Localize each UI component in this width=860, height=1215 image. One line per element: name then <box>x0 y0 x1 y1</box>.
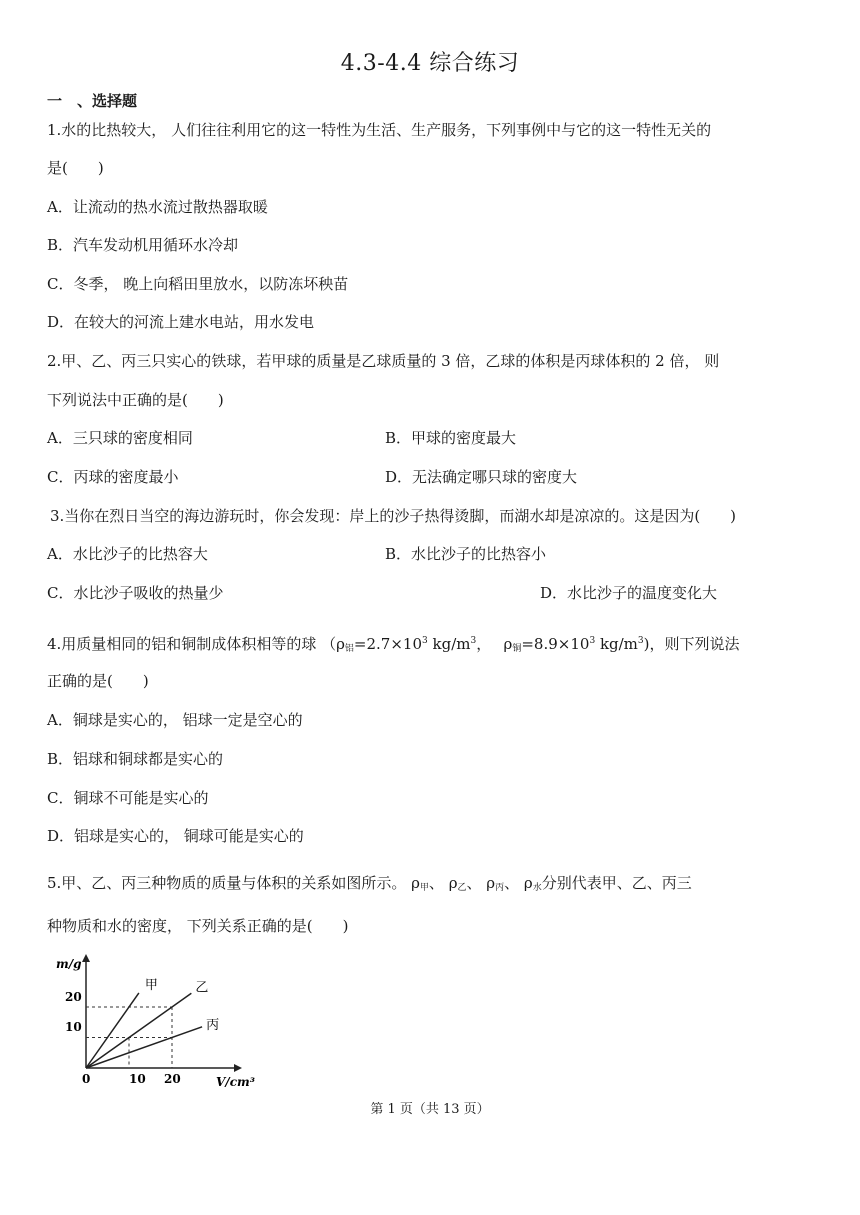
series-label-3: 丙 <box>206 1017 220 1033</box>
y-axis-label: m/g <box>56 957 82 971</box>
section-heading: 一 、选择题 <box>47 92 138 110</box>
mass-volume-graph <box>50 950 270 1090</box>
y-tick-10: 10 <box>65 1020 82 1034</box>
q4-option-d: D．铝球是实心的， 铜球可能是实心的 <box>47 827 304 845</box>
q1-option-c: C．冬季， 晚上向稻田里放水，以防冻坏秧苗 <box>47 275 349 293</box>
q1-option-b: B．汽车发动机用循环水冷却 <box>47 236 239 254</box>
q4-option-c: C．铜球不可能是实心的 <box>47 789 209 807</box>
q3-option-b: B．水比沙子的比热容小 <box>385 545 547 563</box>
q4-option-b: B．铝球和铜球都是实心的 <box>47 750 224 768</box>
series-line-2 <box>86 993 191 1068</box>
q1-option-a: A．让流动的热水流过散热器取暖 <box>47 198 268 216</box>
y-tick-20: 20 <box>65 990 82 1004</box>
series-line-1 <box>86 993 139 1068</box>
x-axis-arrow <box>234 1064 242 1072</box>
series-line-3 <box>86 1027 202 1068</box>
y-axis-arrow <box>82 954 90 962</box>
x-tick-10: 10 <box>129 1072 146 1086</box>
q2-stem-line1: 2.甲、乙、丙三只实心的铁球，若甲球的质量是乙球质量的 3 倍，乙球的体积是丙球体积的 2 倍， 则 <box>47 352 720 370</box>
q4-option-a: A．铜球是实心的， 铝球一定是空心的 <box>47 711 303 729</box>
origin-label: 0 <box>82 1072 91 1086</box>
data-lines <box>86 978 219 1068</box>
q2-option-d: D．无法确定哪只球的密度大 <box>385 468 578 486</box>
q2-option-a: A．三只球的密度相同 <box>47 429 193 447</box>
q4-stem-line1: 4.用质量相同的铝和铜制成体积相等的球 （ρ铝$=2.7\times 10^3$ $kg/m^3$， ρ铜$=8.9\times 10^3$ $kg/m^3$)，则下列说法 <box>47 635 740 654</box>
series-label-1: 甲 <box>144 977 158 993</box>
q3-option-a: A．水比沙子的比热容大 <box>47 545 208 563</box>
q3-stem: 3.当你在烈日当空的海边游玩时，你会发现：岸上的沙子热得烫脚，而湖水却是凉凉的。这是因为( ) <box>50 507 737 525</box>
x-tick-20: 20 <box>164 1072 181 1086</box>
q1-stem-line1: 1.水的比热较大， 人们往往利用它的这一特性为生活、生产服务，下列事例中与它的这一特性无关的 <box>47 121 712 139</box>
x-axis-label: V/cm³ <box>216 1075 255 1089</box>
q1-option-d: D．在较大的河流上建水电站，用水发电 <box>47 313 315 331</box>
q1-stem-line2: 是( ) <box>47 159 104 177</box>
q3-option-c: C．水比沙子吸收的热量少 <box>47 584 224 602</box>
q3-option-d: D．水比沙子的温度变化大 <box>540 584 718 602</box>
q5-stem-line1: 5.甲、乙、丙三种物质的质量与体积的关系如图所示。 ρ甲、 ρ乙、 ρ丙、 ρ水分别代表甲、乙、丙三 <box>47 874 692 893</box>
page-title: 4.3-4.4 综合练习 <box>340 51 520 76</box>
series-label-2: 乙 <box>195 980 209 996</box>
q5-stem-line2: 种物质和水的密度， 下列关系正确的是( ) <box>47 917 349 935</box>
q2-stem-line2: 下列说法中正确的是( ) <box>47 391 224 409</box>
q4-stem-line2: 正确的是( ) <box>47 672 149 690</box>
q2-option-c: C．丙球的密度最小 <box>47 468 179 486</box>
page-footer: 第 1 页（共 13 页） <box>370 1102 490 1117</box>
q2-option-b: B．甲球的密度最大 <box>385 429 517 447</box>
